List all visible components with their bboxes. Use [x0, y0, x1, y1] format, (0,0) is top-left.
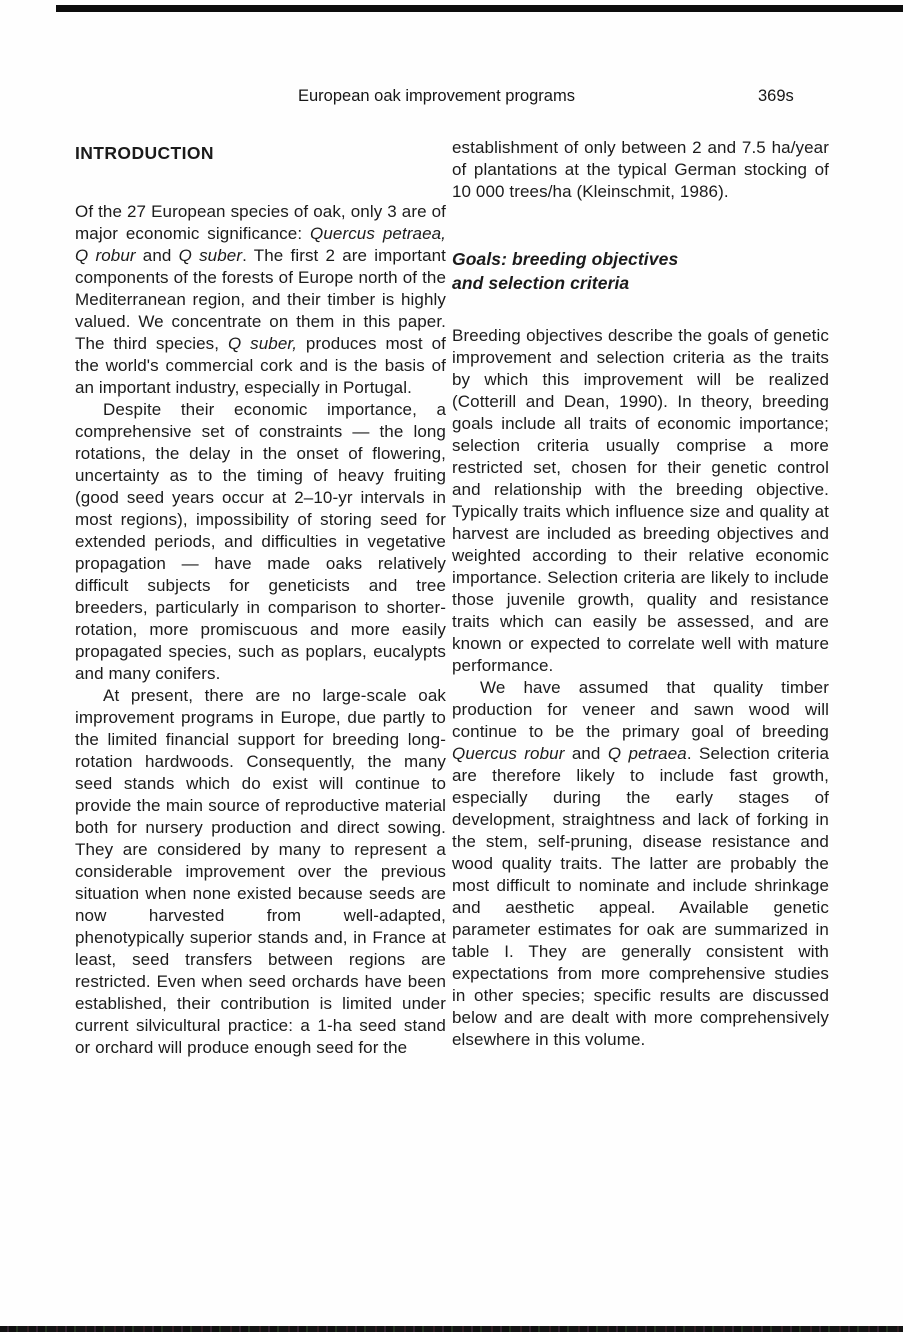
text-run: and	[135, 246, 179, 265]
italic-species-name: Q suber	[178, 246, 243, 265]
text-run: At present, there are no large-scale oak improvement programs in Europe, due partly to the limited financial support for breeding long-rotation hardwoods. Consequently, the many seed stands which do exist will continue to provide the main source of reproductive material both for nursery production and direct sowing. They are considered by many to represent a considerable improvement over the previous situation when none existed because seeds are now harvested from well-adapted, phenotypically superior stands and, in France at least, seed transfers between regions are restricted. Even when seed orchards have been established, their contribution is limited under current silvicultural practice: a 1-ha seed stand or orchard will produce enough seed for the	[75, 686, 446, 1057]
right-column-continuation-paragraphs	[452, 137, 829, 203]
left-column	[75, 137, 446, 1059]
section-heading-introduction: INTRODUCTION	[75, 143, 214, 163]
page-header	[0, 87, 873, 105]
scan-artifact-top-bar	[56, 5, 903, 12]
text-run: . Selection criteria are therefore likely to include fast growth, especially during the early stages of development, straightness and lack of forking in the stem, self-pruning, disease resistance and wood quality traits. The latter are probably the most difficult to nominate and include shrinkage and aesthetic appeal. Available genetic parameter estimates for oak are summarized in table I. They are generally consistent with expectations from more comprehensive studies in other species; specific results are discussed below and are dealt with more comprehensively elsewhere in this volume.	[452, 744, 829, 1049]
body-paragraph	[75, 201, 446, 399]
scan-artifact-bottom-bar	[0, 1326, 903, 1332]
italic-species-name: Q petraea	[607, 744, 687, 763]
text-run: Of the 27 European species of oak, only 3 are of major economic significance:	[75, 202, 446, 243]
italic-species-name: Quercus robur	[452, 744, 565, 763]
text-run: establishment of only between 2 and 7.5 ha/year of plantations at the typical German stocking of 10 000 trees/ha (Kleinschmit, 1986).	[452, 138, 829, 201]
subsection-heading-goals	[452, 247, 829, 295]
text-run: . The first 2 are important components of the forests of Europe north of the Mediterranean region, and their timber is highly valued. We concentrate on them in this paper. The third species,	[75, 246, 446, 353]
body-paragraph	[452, 325, 829, 677]
running-title: European oak improvement programs	[298, 87, 575, 105]
body-paragraph	[452, 677, 829, 1051]
text-run: Despite their economic importance, a comprehensive set of constraints — the long rotations, the delay in the onset of flowering, uncertainty as to the timing of heavy fruiting (good seed years occur at 2–10-yr intervals in most regions), impossibility of storing seed for extended periods, and difficulties in vegetative propagation — have made oaks relatively difficult subjects for geneticists and tree breeders, particularly in comparison to shorter-rotation, more promiscuous and more easily propagated species, such as poplars, eucalypts and many conifers.	[75, 400, 446, 683]
body-paragraph	[75, 685, 446, 1059]
left-column-paragraphs	[75, 201, 446, 1059]
text-run: and	[564, 744, 608, 763]
text-run: produces most of the world's commercial cork and is the basis of an important industry, especially in Portugal.	[75, 334, 447, 397]
page-number: 369s	[758, 87, 794, 105]
body-paragraph	[452, 137, 829, 203]
subsection-heading-line2: and selection criteria	[452, 273, 630, 293]
subsection-heading-line1: Goals: breeding objectives	[452, 249, 679, 269]
text-run: We have assumed that quality timber production for veneer and sawn wood will continue to be the primary goal of breeding	[452, 678, 829, 741]
italic-species-name: Q suber,	[227, 334, 298, 353]
italic-species-name: Quercus petraea, Q robur	[75, 224, 447, 265]
right-column-paragraphs	[452, 325, 829, 1051]
body-paragraph	[75, 399, 446, 685]
right-column	[452, 137, 829, 1051]
text-run: Breeding objectives describe the goals of genetic improvement and selection criteria as the traits by which this improvement will be realized (Cotterill and Dean, 1990). In theory, breeding goals include all traits of economic importance; selection criteria usually comprise a more restricted set, chosen for their genetic control and relationship with the breeding objective. Typically traits which influence size and quality at harvest are included as breeding objectives and weighted according to their relative economic importance. Selection criteria are likely to include those juvenile growth, quality and resistance traits which can easily be assessed, and are known or expected to correlate well with mature performance.	[452, 326, 829, 675]
